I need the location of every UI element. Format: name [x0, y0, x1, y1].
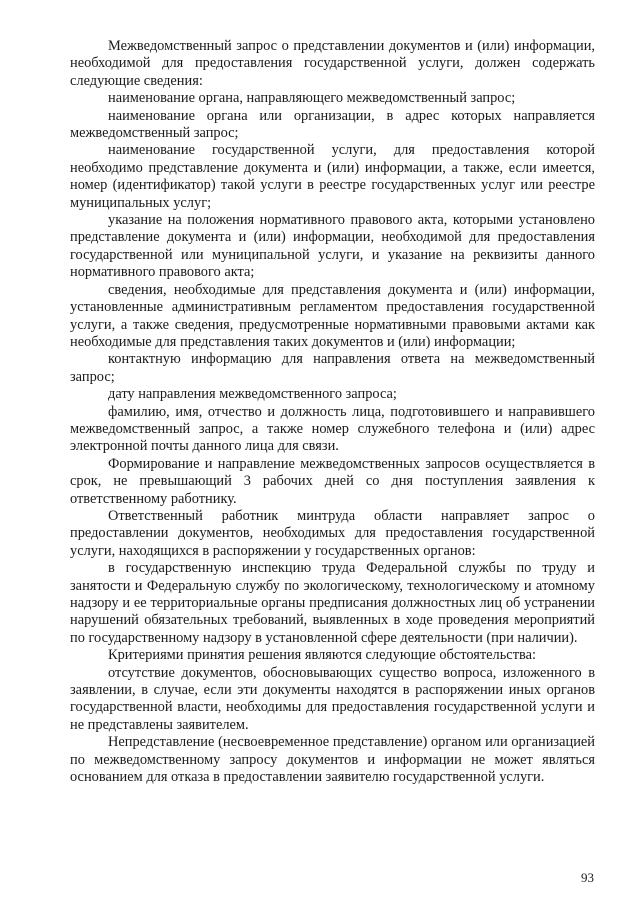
- paragraph-decision-criteria: Критериями принятия решения являются следующие обстоятельства:: [108, 647, 536, 664]
- paragraph-item-responsible-person: фамилию, имя, отчество и должность лица, подготовившего и направившего межведомственный запрос, а также номер служебного телефона и (или) адрес электронной почты данного лица для связи.: [70, 403, 595, 455]
- paragraph-labor-inspection: в государственную инспекцию труда Федеральной службы по труду и занятости и Федеральную службу по экологическому, технологическому и атомному надзору и ее территориальные органы предписания должностных лиц об устранении нарушений обязательных требований, выявленных в ходе проведения мероприятий по государственному надзору в установленной сфере деятельности (при наличии).: [70, 560, 595, 646]
- paragraph-item-service-name: наименование государственной услуги, для предоставления которой необходимо представление документа и (или) информации, а также, если имеется, номер (идентификатор) такой услуги в реестре государственных услуг или реестре муниципальных услуг;: [70, 142, 595, 211]
- page-number: 93: [581, 870, 594, 885]
- paragraph-item-requesting-body: наименование органа, направляющего межведомственный запрос;: [108, 90, 516, 107]
- paragraph-responsible-worker: Ответственный работник минтруда области направляет запрос о предоставлении документов, необходимых для предоставления государственной услуги, находящихся в распоряжении у государственных органов:: [70, 507, 595, 559]
- paragraph-request-deadline: Формирование и направление межведомственных запросов осуществляется в срок, не превышающий 3 рабочих дней со дня поступления заявления к ответственному работнику.: [70, 455, 595, 507]
- paragraph-non-submission: Непредставление (несвоевременное представление) органом или организацией по межведомственному запросу документов и информации не может являться основанием для отказа в предоставлении заявителю государственной услуги.: [70, 734, 595, 786]
- paragraph-item-legal-act: указание на положения нормативного правового акта, которыми установлено представление документа и (или) информации, необходимой для предоставления государственной или муниципальной услуги, и указание на реквизиты данного нормативного правового акта;: [70, 212, 595, 281]
- paragraph-request-contents: Межведомственный запрос о представлении документов и (или) информации, необходимой для предоставления государственной услуги, должен содержать следующие сведения:: [70, 38, 595, 89]
- paragraph-item-request-date: дату направления межведомственного запроса;: [108, 386, 397, 403]
- paragraph-item-recipient-body: наименование органа или организации, в адрес которых направляется межведомственный запрос;: [70, 107, 595, 142]
- paragraph-missing-documents: отсутствие документов, обосновывающих существо вопроса, изложенного в заявлении, в случае, если эти документы находятся в распоряжении иных органов государственной власти, необходимы для предоставления государственной услуги и не представлены заявителем.: [70, 664, 595, 733]
- paragraph-item-required-info: сведения, необходимые для представления документа и (или) информации, установленные административным регламентом предоставления государственной услуги, а также сведения, предусмотренные нормативными правовыми актами как необходимые для представления таких документов и (или) информации;: [70, 281, 595, 350]
- document-body: [70, 38, 595, 786]
- paragraph-item-contact-info: контактную информацию для направления ответа на межведомственный запрос;: [70, 351, 595, 385]
